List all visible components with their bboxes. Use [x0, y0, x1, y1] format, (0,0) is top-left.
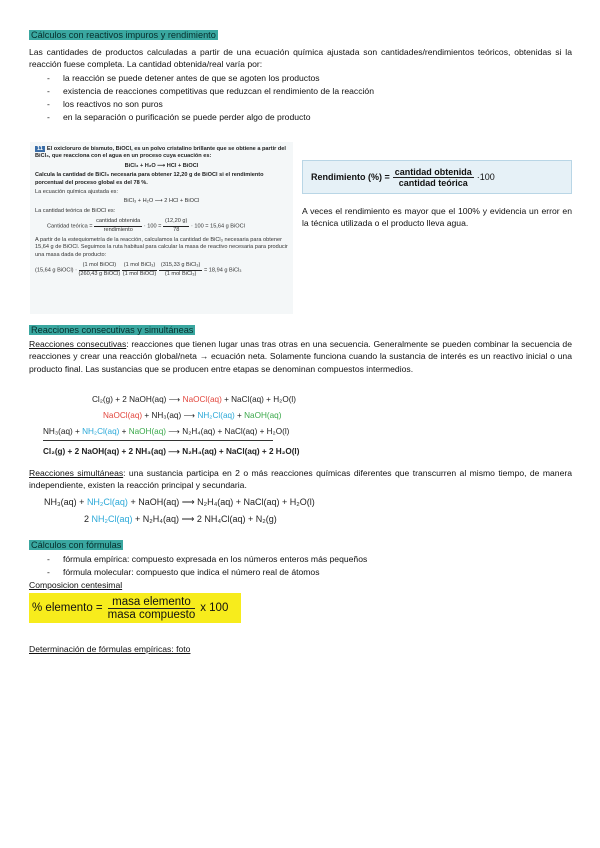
intermediate-naocl: NaOCl(aq) [103, 411, 143, 420]
formula-result: = 18,94 g BiCl₃ [203, 267, 242, 274]
fraction [393, 167, 474, 188]
sum-divider [43, 440, 273, 441]
formula-tail: ·100 [476, 172, 495, 182]
formula-label: Cantidad teórica = [47, 223, 93, 230]
fraction [163, 218, 189, 234]
list-item: - fórmula empírica: compuesto expresada en los números enteros más pequeños [29, 553, 569, 566]
intermediate-naoh: NaOH(aq) [128, 427, 167, 436]
simultaneous-paragraph [29, 467, 572, 492]
example-equation: BiCl₃ + H₂O ⟶ HCl + BiOCl [124, 162, 199, 169]
numerator: (1 mol BiOCl) [79, 262, 121, 270]
denominator: masa compuesto [107, 608, 196, 621]
fraction [79, 262, 121, 278]
empirical-formula-note: Determinación de fórmulas empíricas: foto [29, 644, 191, 654]
equation-part: + NaCl(aq) + H₂O(l) [221, 395, 296, 404]
formula-text: (15,64 g BiOCl) · [35, 267, 77, 274]
term-consecutive: Reacciones consecutivas [29, 339, 127, 349]
denominator: (1 mol BiOCl) [122, 270, 157, 277]
numerator: cantidad obtenida [394, 166, 472, 177]
equation-step-3 [43, 426, 289, 436]
reasons-list [29, 72, 569, 124]
numerator: (12,20 g) [163, 218, 189, 226]
equation-part: ⟶ N₂H₄(aq) + NaCl(aq) + H₂O(l) [166, 427, 290, 436]
fraction [159, 262, 203, 278]
denominator: 78 [173, 226, 180, 233]
list-item: - los reactivos no son puros [29, 98, 569, 111]
yield-note: A veces el rendimiento es mayor que el 100% y evidencia un error en la técnica utilizada o el producto lleva agua. [302, 206, 572, 229]
equation-part: + NaOH(aq) ⟶ N₂H₄(aq) + NaCl(aq) + H₂O(l) [127, 497, 315, 507]
intermediate-naocl: NaOCl(aq) [182, 395, 222, 404]
worked-example-box [30, 142, 293, 314]
example-question: Calcula la cantidad de BiCl₃ necesaria para obtener 12,20 g de BiOCl si el rendimiento porcentual del proceso global es del 78 %. [35, 172, 264, 186]
numerator: (315,33 g BiCl₃) [159, 262, 203, 270]
example-intro: El oxicloruro de bismuto, BiOCl, es un polvo cristalino brillante que se obtiene a partir del BiCl₃, que reacciona con el agua en un proceso cuya ecuación es: [35, 146, 286, 160]
denominator: cantidad teórica [398, 177, 468, 188]
numerator: (1 mol BiCl₃) [122, 262, 158, 270]
list-item: - la reacción se puede detener antes de que se agoten los productos [29, 72, 569, 85]
net-equation: Cl₂(g) + 2 NaOH(aq) + 2 NH₃(aq) ⟶ N₂H₄(aq) + NaCl(aq) + 2 H₂O(l) [43, 447, 300, 456]
formula-label: % elemento = [32, 602, 103, 614]
example-step-text: A partir de la estequiometría de la reacción, calculamos la cantidad de BiCl₃ necesaria para obtener 15,64 g de BiOCl. Seguimos la ruta habitual para calcular la masa de reactivo necesaria para producir una masa dada de producto: [35, 237, 288, 258]
example-step-label: La cantidad teórica de BiOCl es: [35, 207, 116, 214]
list-item: - fórmula molecular: compuesto que indica el número real de átomos [29, 566, 569, 579]
equation-part: NH₃(aq) + [44, 497, 87, 507]
consecutive-paragraph [29, 338, 572, 375]
list-item: - existencia de reacciones competitivas que reduzcan el rendimiento de la reacción [29, 85, 569, 98]
example-balanced-equation: BiCl₃ + H₂O ⟶ 2 HCl + BiOCl [123, 198, 200, 205]
equation-part: Cl₂(g) + 2 NaOH(aq) ⟶ [92, 395, 183, 404]
example-step-label: La ecuación química ajustada es: [35, 189, 119, 196]
numerator: masa elemento [108, 596, 196, 609]
formula-label: Rendimiento (%) = [311, 172, 390, 182]
fraction [94, 218, 142, 234]
section-heading-impure: Cálculos con reactivos impuros y rendimiento [31, 30, 216, 40]
percent-composition-formula [29, 593, 241, 623]
fraction [122, 262, 158, 278]
numerator: cantidad obtenida [94, 218, 142, 226]
equation-part: + NH₃(aq) ⟶ [142, 411, 198, 420]
denominator: (260,43 g BiOCl) [78, 270, 121, 277]
denominator: (1 mol BiCl₃) [164, 270, 197, 277]
equation-part: 2 [84, 514, 92, 524]
equation-part: + N₂H₄(aq) ⟶ 2 NH₄Cl(aq) + N₂(g) [132, 514, 277, 524]
simultaneous-equation-main [44, 497, 315, 508]
theoretical-amount-formula [47, 218, 288, 234]
equation-part: + [119, 427, 129, 436]
intermediate-nh2cl: NH₂Cl(aq) [86, 497, 128, 507]
section-heading-reactions: Reacciones consecutivas y simultáneas [31, 325, 194, 335]
equation-part: + [234, 411, 245, 420]
fraction [108, 596, 196, 621]
formula-text: · 100 = [143, 223, 162, 230]
definition-text: : reacciones que tienen lugar unas tras otras en una secuencia. Generalmente se pueden combinar la secuencia de reacciones y crear una reacción global/neta → ecuación neta. Solamente funciona cuando la sustancia de interés es un reactivo inicial o una producto final. Las sustancias que se producen entre etapas se denominan compuestos intermedios. [29, 339, 572, 374]
equation-step-1 [92, 394, 296, 404]
definition-text: : una sustancia participa en 2 o más reacciones químicas diferentes que transcurren al mismo tiempo, de manera independiente, existen la reacción principal y secundaria. [29, 468, 572, 491]
intermediate-nh2cl: NH₂Cl(aq) [197, 411, 235, 420]
formula-result: · 100 = 15,64 g BiOCl [190, 223, 245, 230]
example-number: 11 [37, 146, 43, 152]
formula-types-list [29, 553, 569, 579]
intermediate-naoh: NaOH(aq) [244, 411, 282, 420]
intro-paragraph: Las cantidades de productos calculadas a partir de una ecuación química ajustada son cantidades/rendimientos teóricos, obtenidas si la reacción fuese completa. La cantidad obtenida/real varía por: [29, 47, 572, 70]
section-heading-formulas: Cálculos con fórmulas [31, 540, 122, 550]
term-simultaneous: Reacciones simultáneas [29, 468, 124, 478]
stoichiometry-formula [35, 262, 288, 278]
intermediate-nh2cl: NH₂Cl(aq) [82, 427, 120, 436]
subheading-composition: Composicion centesimal [29, 580, 123, 590]
equation-part: NH₃(aq) + [43, 427, 83, 436]
list-item: - en la separación o purificación se puede perder algo de producto [29, 111, 569, 124]
yield-formula [302, 160, 572, 194]
denominator: rendimiento [103, 226, 133, 233]
formula-tail: x 100 [200, 602, 229, 614]
intermediate-nh2cl: NH₂Cl(aq) [91, 514, 133, 524]
equation-step-2 [103, 410, 281, 420]
simultaneous-equation-secondary [84, 514, 277, 525]
